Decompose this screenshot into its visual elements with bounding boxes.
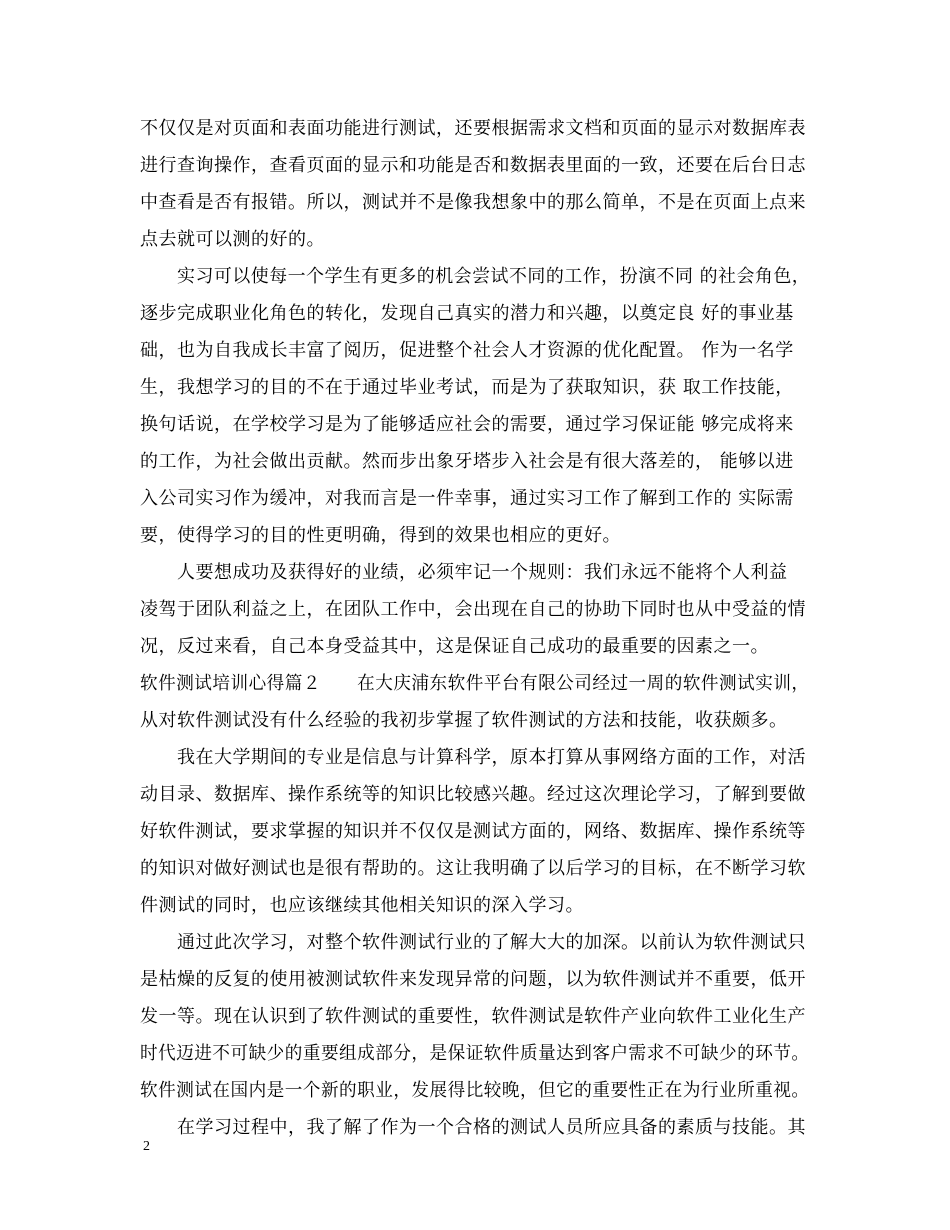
text-line: 入公司实习作为缓冲，对我而言是一件幸事，通过实习工作了解到工作的 实际需: [140, 488, 794, 509]
paragraph-first-line: 人要想成功及获得好的业绩，必须牢记一个规则：我们永远不能将个人利益: [177, 562, 788, 583]
text-line: 软件测试在国内是一个新的职业，发展得比较晚，但它的重要性正在为行业所重视。: [140, 1080, 810, 1101]
text-line: 件测试的同时，也应该继续其他相关知识的深入学习。: [140, 895, 584, 916]
text-line: 换句话说，在学校学习是为了能够适应社会的需要，通过学习保证能 够完成将来: [140, 414, 794, 435]
paragraph-first-line: 通过此次学习，对整个软件测试行业的了解大大的加深。以前认为软件测试只: [177, 932, 806, 953]
page-number: 2: [143, 1139, 150, 1154]
text-line: 中查看是否有报错。所以，测试并不是像我想象中的那么简单，不是在页面上点来: [140, 192, 806, 213]
text-line: 好软件测试，要求掌握的知识并不仅仅是测试方面的，网络、数据库、操作系统等: [140, 821, 806, 842]
text-line: 的知识对做好测试也是很有帮助的。这让我明确了以后学习的目标，在不断学习软: [140, 858, 806, 879]
text-line: 况，反过来看，自己本身受益其中，这是保证自己成功的最重要的因素之一。: [140, 636, 769, 657]
paragraph-first-line: 在学习过程中，我了解了作为一个合格的测试人员所应具备的素质与技能。其: [177, 1117, 806, 1138]
text-line: 时代迈进不可缺少的重要组成部分，是保证软件质量达到客户需求不可缺少的环节。: [140, 1043, 810, 1064]
section-heading-line: 软件测试培训心得篇２ 在大庆浦东软件平台有限公司经过一周的软件测试实训，: [140, 673, 810, 694]
text-line: 是枯燥的反复的使用被测试软件来发现异常的问题，以为软件测试并不重要，低开: [140, 969, 806, 990]
text-line: 不仅仅是对页面和表面功能进行测试，还要根据需求文档和页面的显示对数据库表: [140, 118, 806, 139]
text-line: 生，我想学习的目的不在于通过毕业考试，而是为了获取知识，获 取工作技能，: [140, 377, 794, 398]
text-line: 的工作，为社会做出贡献。然而步出象牙塔步入社会是有很大落差的， 能够以进: [140, 451, 794, 472]
text-line: 进行查询操作，查看页面的显示和功能是否和数据表里面的一致，还要在后台日志: [140, 155, 806, 176]
text-line: 发一等。现在认识到了软件测试的重要性，软件测试是软件产业向软件工业化生产: [140, 1006, 806, 1027]
text-line: 点去就可以测的好的。: [140, 229, 325, 250]
text-line: 逐步完成职业化角色的转化，发现自己真实的潜力和兴趣，以奠定良 好的事业基: [140, 303, 794, 324]
text-line: 要，使得学习的目的性更明确，得到的效果也相应的更好。: [140, 525, 621, 546]
text-line: 从对软件测试没有什么经验的我初步掌握了软件测试的方法和技能，收获颇多。: [140, 710, 788, 731]
paragraph-first-line: 实习可以使每一个学生有更多的机会尝试不同的工作，扮演不同 的社会角色，: [177, 266, 811, 287]
text-line: 动目录、数据库、操作系统等的知识比较感兴趣。经过这次理论学习，了解到要做: [140, 784, 806, 805]
text-line: 础，也为自我成长丰富了阅历，促进整个社会人才资源的优化配置。 作为一名学: [140, 340, 794, 361]
paragraph-first-line: 我在大学期间的专业是信息与计算科学，原本打算从事网络方面的工作，对活: [177, 747, 806, 768]
text-line: 凌驾于团队利益之上，在团队工作中，会出现在自己的协助下同时也从中受益的情: [140, 599, 806, 620]
